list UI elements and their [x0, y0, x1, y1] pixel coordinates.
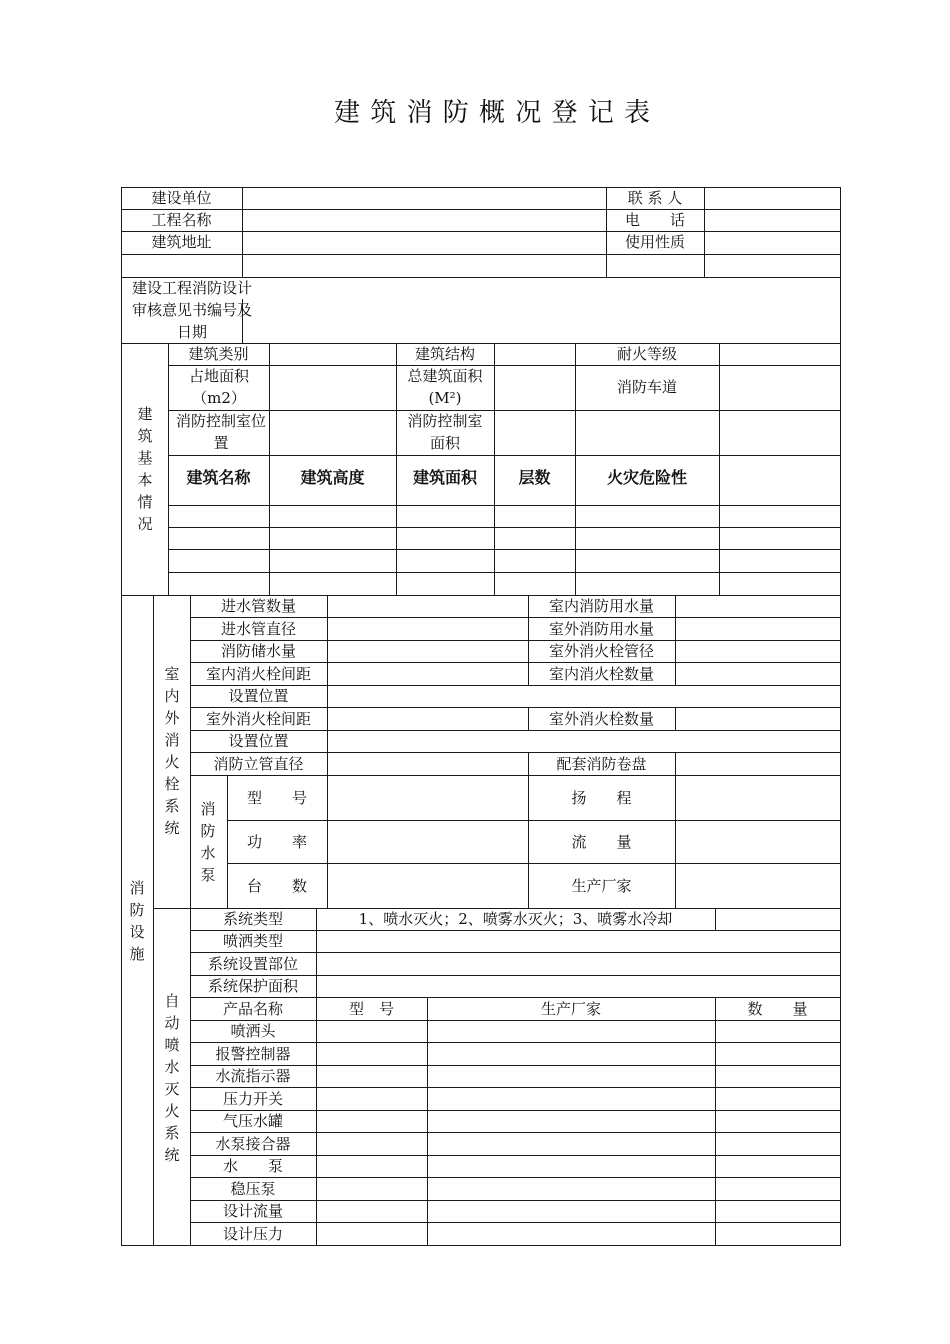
pump-section-label: 消防水泵 [200, 800, 216, 884]
rule [121, 1245, 841, 1246]
pump-manufacturer-label: 生产厂家 [571, 877, 632, 895]
rule [121, 254, 841, 255]
pump-model-label: 型 号 [246, 789, 307, 807]
area-label: 系统保护面积 [207, 977, 298, 995]
product-item: 设计压力 [222, 1225, 283, 1243]
pump-flow-label: 流 量 [571, 833, 632, 851]
product-item: 水流指示器 [215, 1067, 291, 1085]
project-name-label: 工程名称 [151, 211, 212, 229]
hose-reel-label: 配套消防卷盘 [556, 755, 647, 773]
contact-person-label: 联 系 人 [627, 189, 683, 207]
position-label-1: 设置位置 [228, 687, 289, 705]
rule [675, 595, 676, 685]
indoor-count-label: 室内消火栓数量 [548, 665, 654, 683]
review-doc-label: 建设工程消防设计审核意见书编号及日期 [131, 279, 252, 341]
col-fire-hazard: 火灾危险性 [606, 468, 687, 487]
phone-label: 电 话 [624, 211, 685, 229]
fire-lane-label: 消防车道 [616, 378, 677, 396]
storage-label: 消防储水量 [220, 642, 296, 660]
address-label: 建筑地址 [151, 233, 212, 251]
land-area-label: 占地面积（m2） [188, 367, 249, 407]
facility-section-label: 消防设施 [129, 879, 145, 963]
product-item: 水泵接合器 [215, 1135, 291, 1153]
product-item: 气压水罐 [222, 1112, 283, 1130]
total-area-label: 总建筑面积(M²) [407, 367, 483, 407]
spray-type-label: 喷洒类型 [222, 932, 283, 950]
product-item: 压力开关 [222, 1090, 283, 1108]
basic-section-label: 建筑基本情况 [137, 405, 153, 533]
rule [153, 595, 154, 1246]
rule [121, 187, 122, 1246]
riser-dia-label: 消防立管直径 [213, 755, 304, 773]
rule [427, 997, 428, 1246]
product-item: 稳压泵 [230, 1180, 276, 1198]
outdoor-count-label: 室外消火栓数量 [548, 710, 654, 728]
rule [719, 343, 720, 595]
inlet-count-label: 进水管数量 [220, 597, 296, 615]
pump-units-label: 台 数 [246, 877, 307, 895]
control-room-pos-label: 消防控制室位置 [176, 412, 267, 452]
structure-label: 建筑结构 [414, 345, 475, 363]
control-room-area-label: 消防控制室面积 [407, 412, 483, 452]
page-title: 建 筑 消 防 概 况 登 记 表 [333, 98, 652, 128]
construction-unit-label: 建设单位 [151, 189, 212, 207]
rule [704, 187, 705, 277]
outdoor-pipe-label: 室外消火栓管径 [548, 642, 654, 660]
qty-col-header: 数 量 [747, 1000, 808, 1018]
manufacturer-col-header: 生产厂家 [540, 1000, 601, 1018]
inlet-dia-label: 进水管直径 [220, 620, 296, 638]
product-item: 水 泵 [222, 1157, 283, 1175]
sys-type-value: 1、喷水灭火；2、喷雾水灭火；3、喷雾水冷却 [358, 910, 673, 928]
rule [715, 997, 716, 1246]
product-item: 报警控制器 [215, 1045, 291, 1063]
rule [675, 707, 676, 730]
rule [316, 908, 317, 1246]
product-item: 喷洒头 [230, 1022, 276, 1040]
rule [715, 908, 716, 931]
col-floors: 层数 [518, 468, 551, 487]
rule [190, 775, 841, 776]
col-building-area: 建筑面积 [412, 468, 477, 487]
location-label: 系统设置部位 [207, 955, 298, 973]
sys-type-label: 系统类型 [222, 910, 283, 928]
col-building-height: 建筑高度 [300, 468, 365, 487]
building-type-label: 建筑类别 [188, 345, 249, 363]
outdoor-spacing-label: 室外消火栓间距 [205, 710, 311, 728]
rule [675, 752, 676, 908]
model-col-header: 型 号 [348, 1000, 394, 1018]
product-item: 设计流量 [222, 1202, 283, 1220]
rule [227, 863, 841, 864]
hydrant-section-label: 室内外消火栓系统 [164, 665, 180, 837]
fire-rating-label: 耐火等级 [616, 345, 677, 363]
rule [327, 595, 328, 908]
position-label-2: 设置位置 [228, 732, 289, 750]
rule [227, 820, 841, 821]
pump-power-label: 功 率 [246, 833, 307, 851]
outdoor-water-label: 室外消防用水量 [548, 620, 654, 638]
usage-label: 使用性质 [624, 233, 685, 251]
indoor-water-label: 室内消防用水量 [548, 597, 654, 615]
indoor-spacing-label: 室内消火栓间距 [205, 665, 311, 683]
pump-lift-label: 扬 程 [571, 789, 632, 807]
rule [242, 187, 243, 277]
sprinkler-section-label: 自动喷水灭火系统 [164, 992, 180, 1164]
product-col-header: 产品名称 [222, 1000, 283, 1018]
col-building-name: 建筑名称 [186, 468, 251, 487]
